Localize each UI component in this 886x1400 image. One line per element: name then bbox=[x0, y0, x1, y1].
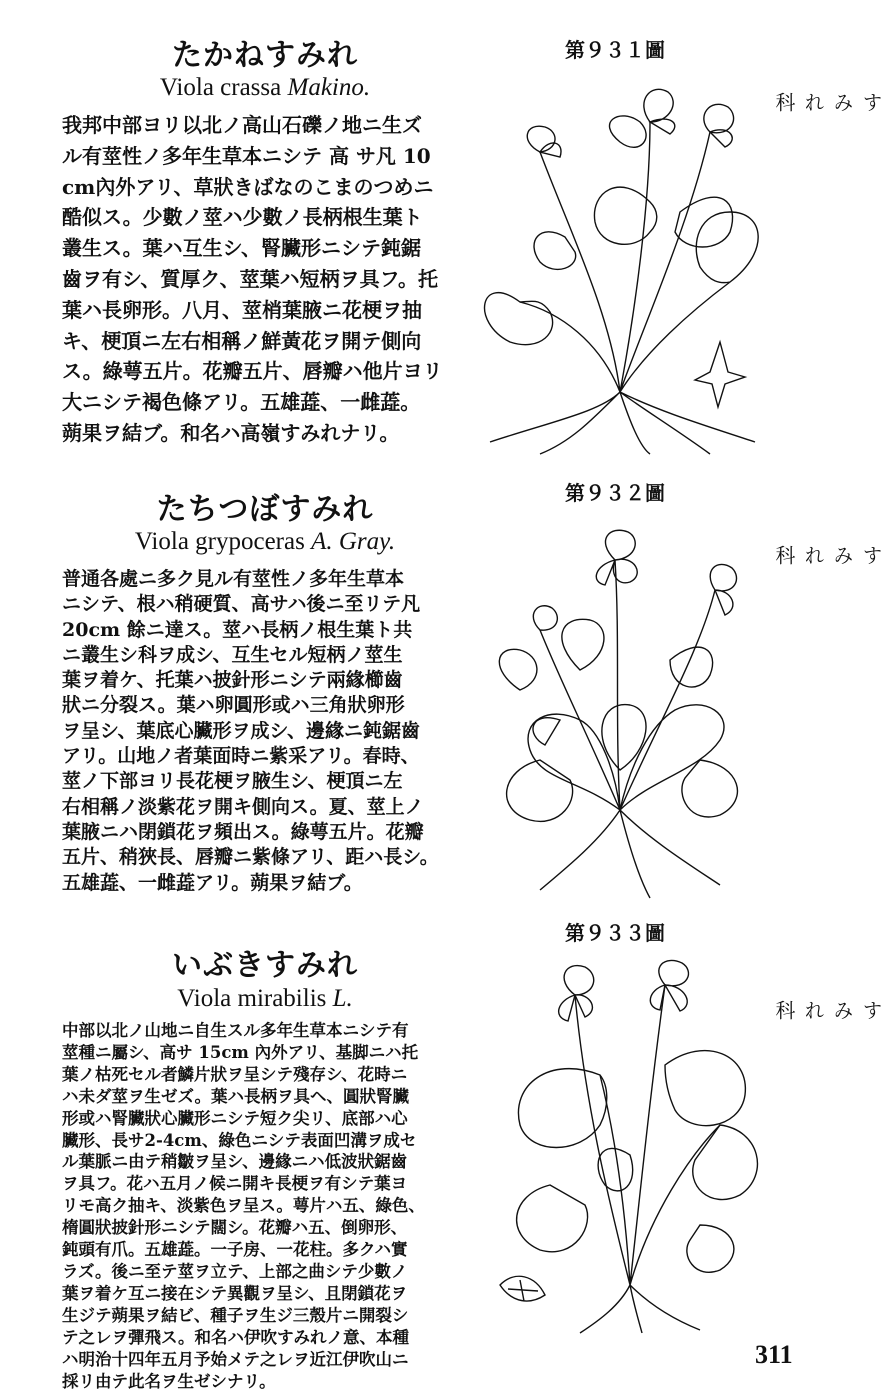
viola-crassa-illustration bbox=[470, 62, 760, 457]
description-line: ハ未ダ莖ヲ生ゼズ。葉ハ長柄ヲ具ヘ、圓狀腎臟 bbox=[62, 1086, 409, 1106]
entry-description bbox=[62, 110, 474, 449]
description-line: テ之レヲ彈飛ス。和名ハ伊吹すみれノ意、本種 bbox=[62, 1327, 409, 1347]
description-line: 叢生ス。葉ハ互生シ、腎臟形ニシテ鈍鋸 bbox=[62, 236, 421, 261]
description-line: 楕圓狀披針形ニシテ闊シ。花瓣ハ五、倒卵形、 bbox=[62, 1218, 408, 1238]
description-line: ニ叢生シ科ヲ成シ、互生セル短柄ノ莖生 bbox=[62, 643, 403, 666]
scientific-name bbox=[60, 985, 470, 1013]
entry-title: たちつぼすみれ bbox=[156, 492, 374, 527]
description-line: 齒ヲ有シ、質厚ク、莖葉ハ短柄ヲ具フ。托 bbox=[62, 266, 438, 291]
family-label: すみれ科 bbox=[772, 545, 883, 575]
description-line: ル葉脈ニ由テ稍皺ヲ呈シ、邊緣ニハ低波狀鋸齒 bbox=[62, 1152, 408, 1172]
description-line: ニシテ、根ハ稍硬質、高サハ後ニ至リテ凡 bbox=[62, 593, 421, 616]
description-line: 臟形、長サ2-4cm、綠色ニシテ表面凹溝ヲ成セ bbox=[62, 1130, 417, 1150]
author: A. Gray. bbox=[311, 528, 396, 555]
description-line: 五片、稍狹長、唇瓣ニ紫條アリ、距ハ長シ。 bbox=[62, 846, 439, 869]
family-label: すみれ科 bbox=[772, 1000, 883, 1030]
scientific-name bbox=[60, 74, 470, 102]
description-line: アリ。山地ノ者葉面時ニ紫采アリ。春時、 bbox=[62, 745, 420, 768]
page-number: 311 bbox=[755, 1340, 793, 1369]
genus-species: Viola crassa bbox=[159, 74, 282, 101]
description-line: 五雄蕋、一雌蕋アリ。蒴果ヲ結ブ。 bbox=[62, 871, 363, 894]
description-line: 葉ヲ着ケ互ニ接在シテ異觀ヲ呈シ、且閉鎖花ヲ bbox=[62, 1283, 408, 1303]
genus-species: Viola mirabilis bbox=[177, 985, 327, 1012]
entry-title: たかねすみれ bbox=[172, 38, 358, 73]
description-line: 中部以北ノ山地ニ自生スル多年生草本ニシテ有 bbox=[62, 1021, 409, 1040]
description-line: リモ高ク抽キ、淡紫色ヲ呈ス。萼片ハ五、綠色、 bbox=[62, 1196, 425, 1216]
author: Makino. bbox=[287, 74, 371, 101]
description-line: 葉ヲ着ケ、托葉ハ披針形ニシテ兩緣櫛齒 bbox=[62, 669, 403, 692]
description-line: 形或ハ腎臟狀心臟形ニシテ短ク尖リ、底部ハ心 bbox=[62, 1108, 408, 1128]
description-line: 採リ由テ此名ヲ生ゼシナリ。 bbox=[62, 1371, 276, 1391]
genus-species: Viola grypoceras bbox=[134, 528, 305, 555]
description-line: 葉ハ長卵形。八月、莖梢葉腋ニ花梗ヲ抽 bbox=[62, 297, 422, 322]
description-line: 右相稱ノ淡紫花ヲ開キ側向ス。夏、莖上ノ bbox=[62, 795, 424, 818]
description-line: cm內外アリ、草狀きばなのこまのつめニ bbox=[62, 174, 434, 199]
description-line: 20cm 餘ニ達ス。莖ハ長柄ノ根生葉ト共 bbox=[62, 618, 413, 641]
description-line: ラズ。後ニ至テ莖ヲ立テ、上部之曲シテ少數ノ bbox=[62, 1261, 408, 1281]
description-line: キ、梗頂ニ左右相稱ノ鮮黃花ヲ開テ側向 bbox=[62, 328, 422, 353]
description-line: 葉ノ枯死セル者鱗片狀ヲ呈シテ殘存シ、花時ニ bbox=[62, 1064, 408, 1084]
author: L. bbox=[332, 985, 353, 1012]
entry-description bbox=[62, 1020, 474, 1392]
description-line: 鈍頭有爪。五雄蕋。一子房、一花柱。多クハ實 bbox=[62, 1240, 408, 1260]
description-line: ヲ呈シ、葉底心臟形ヲ成シ、邊緣ニ鈍鋸齒 bbox=[62, 719, 420, 742]
description-line: ス。綠萼五片。花瓣五片、唇瓣ハ他片ヨリ bbox=[62, 359, 443, 384]
description-line: 葉腋ニハ閉鎖花ヲ頻出ス。綠萼五片。花瓣 bbox=[62, 820, 424, 843]
description-line: 莖種ニ屬シ、高サ 15cm 內外アリ、基脚ニハ托 bbox=[62, 1042, 419, 1062]
description-line: 生ジテ蒴果ヲ結ビ、種子ヲ生ジ三殼片ニ開裂シ bbox=[62, 1305, 409, 1325]
description-line: 我邦中部ヨリ以北ノ高山石礫ノ地ニ生ズ bbox=[62, 113, 422, 137]
description-line: ハ明治十四年五月予始メテ之レヲ近江伊吹山ニ bbox=[62, 1349, 409, 1369]
figure-number: 第９３３圖 bbox=[565, 921, 665, 945]
description-line: ル有莖性ノ多年生草本ニシテ 高 サ凡 10 bbox=[62, 143, 431, 168]
figure-number: 第９３２圖 bbox=[565, 481, 665, 505]
description-line: ヲ具フ。花ハ五月ノ候ニ開キ長梗ヲ有シテ葉ヨ bbox=[62, 1174, 408, 1194]
description-line: 酷似ス。少數ノ莖ハ少數ノ長柄根生葉ト bbox=[62, 205, 423, 230]
family-label: すみれ科 bbox=[772, 92, 883, 122]
description-line: 大ニシテ褐色條アリ。五雄蕋、一雌蕋。 bbox=[62, 390, 421, 415]
entry-title: いぶきすみれ bbox=[172, 948, 358, 983]
description-line: 狀ニ分裂ス。葉ハ卵圓形或ハ三角狀卵形 bbox=[62, 694, 405, 717]
entry-description bbox=[62, 567, 474, 896]
description-line: 普通各處ニ多ク見ル有莖性ノ多年生草本 bbox=[62, 568, 405, 590]
scientific-name bbox=[60, 528, 470, 556]
viola-mirabilis-illustration bbox=[490, 955, 770, 1335]
description-line: 蒴果ヲ結ブ。和名ハ高嶺すみれナリ。 bbox=[62, 420, 400, 445]
viola-grypoceras-illustration bbox=[480, 520, 760, 900]
description-line: 莖ノ下部ヨリ長花梗ヲ腋生シ、梗頂ニ左 bbox=[62, 770, 403, 793]
figure-number: 第９３１圖 bbox=[565, 38, 665, 62]
